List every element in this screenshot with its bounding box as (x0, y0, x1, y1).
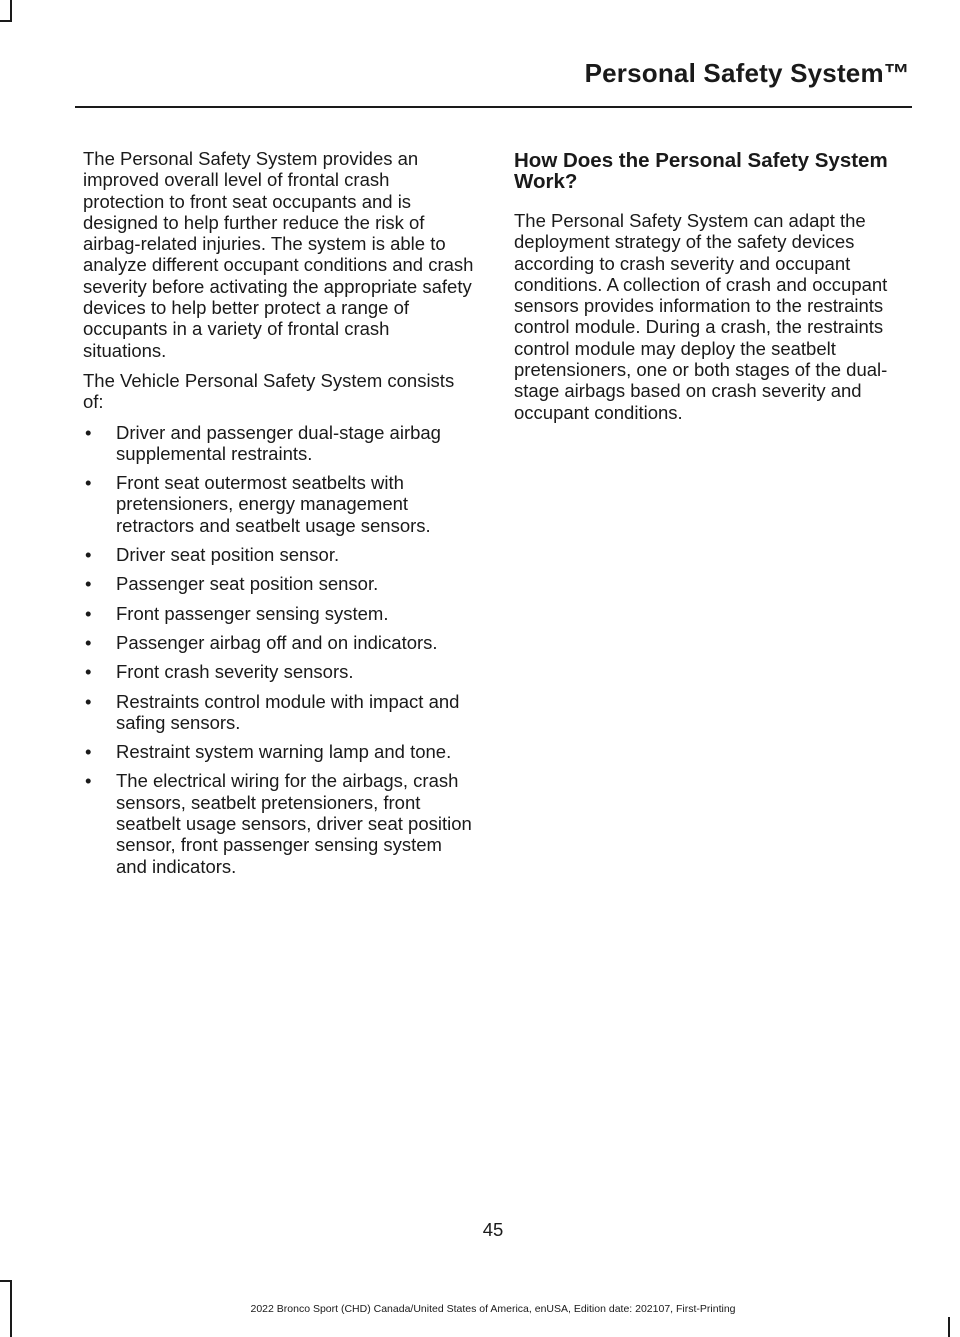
list-item (83, 661, 475, 682)
bullet-icon: • (85, 472, 92, 494)
title-divider (75, 106, 912, 108)
list-item (83, 544, 475, 565)
left-column (83, 148, 475, 885)
list-item (83, 472, 475, 536)
list-intro-paragraph: The Vehicle Personal Safety System consists of: (83, 369, 455, 413)
section-body: The Personal Safety System can adapt the deployment strategy of the safety devices according to crash severity and occupant conditions. A collection of crash and occupant sensors provides information to the restraints control module. During a crash, the restraints control module may deploy the seatbelt pretensioners, one or both stages of the dual-stage airbags based on crash severity and occupant conditions. (514, 210, 888, 423)
crop-mark-top-left (10, 0, 12, 22)
list-item-text: Front seat outermost seatbelts with pretensioners, energy management retractors and seatbelt usage sensors. (116, 472, 431, 536)
list-item (83, 573, 475, 594)
intro-paragraph: The Personal Safety System provides an improved overall level of frontal crash protection to front seat occupants and is designed to help further reduce the risk of airbag-related injuries. The system is able to analyze different occupant conditions and crash severity before activating the appropriate safety devices to help better protect a range of occupants in a variety of frontal crash situations. (83, 148, 474, 361)
list-item-text: Driver and passenger dual-stage airbag supplemental restraints. (116, 421, 441, 464)
list-item (83, 691, 475, 734)
right-column (514, 148, 906, 432)
page-title: Personal Safety System™ (584, 58, 910, 88)
list-item-text: Driver seat position sensor. (116, 544, 340, 566)
components-list (83, 422, 475, 877)
list-item-text: Restraints control module with impact and safing sensors. (116, 690, 460, 733)
list-item (83, 741, 475, 762)
list-item-text: Passenger seat position sensor. (116, 573, 379, 595)
bullet-icon: • (85, 421, 92, 443)
bullet-icon: • (85, 741, 92, 763)
list-item (83, 770, 475, 876)
list-item (83, 632, 475, 653)
list-item-text: Restraint system warning lamp and tone. (116, 741, 452, 763)
list-item (83, 603, 475, 624)
page-number: 45 (482, 1219, 504, 1240)
list-item (83, 422, 475, 465)
footer-edition-info: 2022 Bronco Sport (CHD) Canada/United States of America, enUSA, Edition date: 202107, First-Printing (250, 1303, 736, 1315)
section-heading: How Does the Personal Safety System Work? (514, 149, 888, 193)
crop-mark-bottom-right (948, 1317, 950, 1337)
bullet-icon: • (85, 770, 92, 792)
bullet-icon: • (85, 573, 92, 595)
list-item-text: Passenger airbag off and on indicators. (116, 631, 438, 653)
crop-mark-top-left-h (0, 20, 12, 22)
list-item-text: The electrical wiring for the airbags, crash sensors, seatbelt pretensioners, front seatbelt usage sensors, driver seat position sensor, front passenger sensing system and indicators. (116, 770, 472, 877)
list-item-text: Front crash severity sensors. (116, 661, 354, 683)
bullet-icon: • (85, 631, 92, 653)
bullet-icon: • (85, 690, 92, 712)
bullet-icon: • (85, 602, 92, 624)
bullet-icon: • (85, 661, 92, 683)
list-item-text: Front passenger sensing system. (116, 602, 389, 624)
crop-mark-bottom-left-h (0, 1280, 12, 1282)
bullet-icon: • (85, 544, 92, 566)
